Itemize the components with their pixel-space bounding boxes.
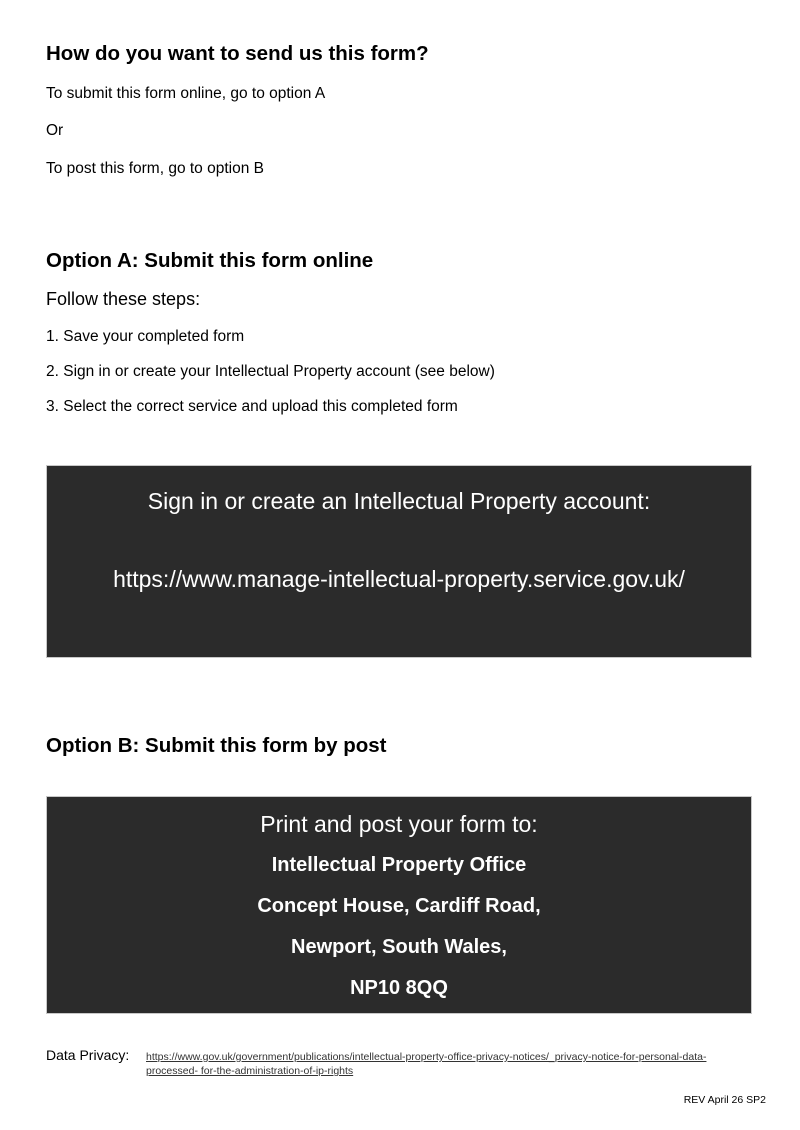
follow-steps-text: Follow these steps: (46, 289, 201, 309)
address-line: Intellectual Property Office (271, 854, 527, 876)
address-line: Concept House, Cardiff Road, (257, 895, 541, 917)
option-a-heading: Option A: Submit this form online (46, 249, 374, 272)
account-info-box (46, 465, 752, 658)
postal-address-box (46, 796, 752, 1014)
step-item: 3. Select the correct service and upload this completed form (46, 398, 458, 415)
postal-box-title: Print and post your form to: (260, 811, 538, 837)
data-privacy-label: Data Privacy: (46, 1047, 130, 1063)
address-line: Newport, South Wales, (291, 936, 507, 958)
account-url-link[interactable]: https://www.manage-intellectual-property.service.gov.uk/ (113, 566, 685, 592)
account-box-title: Sign in or create an Intellectual Property account: (147, 488, 651, 514)
data-privacy-link[interactable]: https://www.gov.uk/government/publications/intellectual-property-office-privacy-notices/_privacy-notice-for-personal-data-processed- for-the-administration-of-ip-rights (146, 1051, 707, 1077)
revision-label: REV April 26 SP2 (683, 1094, 766, 1106)
intro-or-text: Or (46, 122, 64, 139)
step-item: 1. Save your completed form (46, 328, 245, 345)
page-heading: How do you want to send us this form? (46, 42, 429, 65)
address-line: NP10 8QQ (350, 977, 448, 999)
option-b-heading: Option B: Submit this form by post (46, 734, 387, 757)
intro-online-text: To submit this form online, go to option A (46, 85, 326, 102)
intro-post-text: To post this form, go to option B (46, 160, 264, 177)
step-item: 2. Sign in or create your Intellectual Property account (see below) (46, 363, 495, 380)
